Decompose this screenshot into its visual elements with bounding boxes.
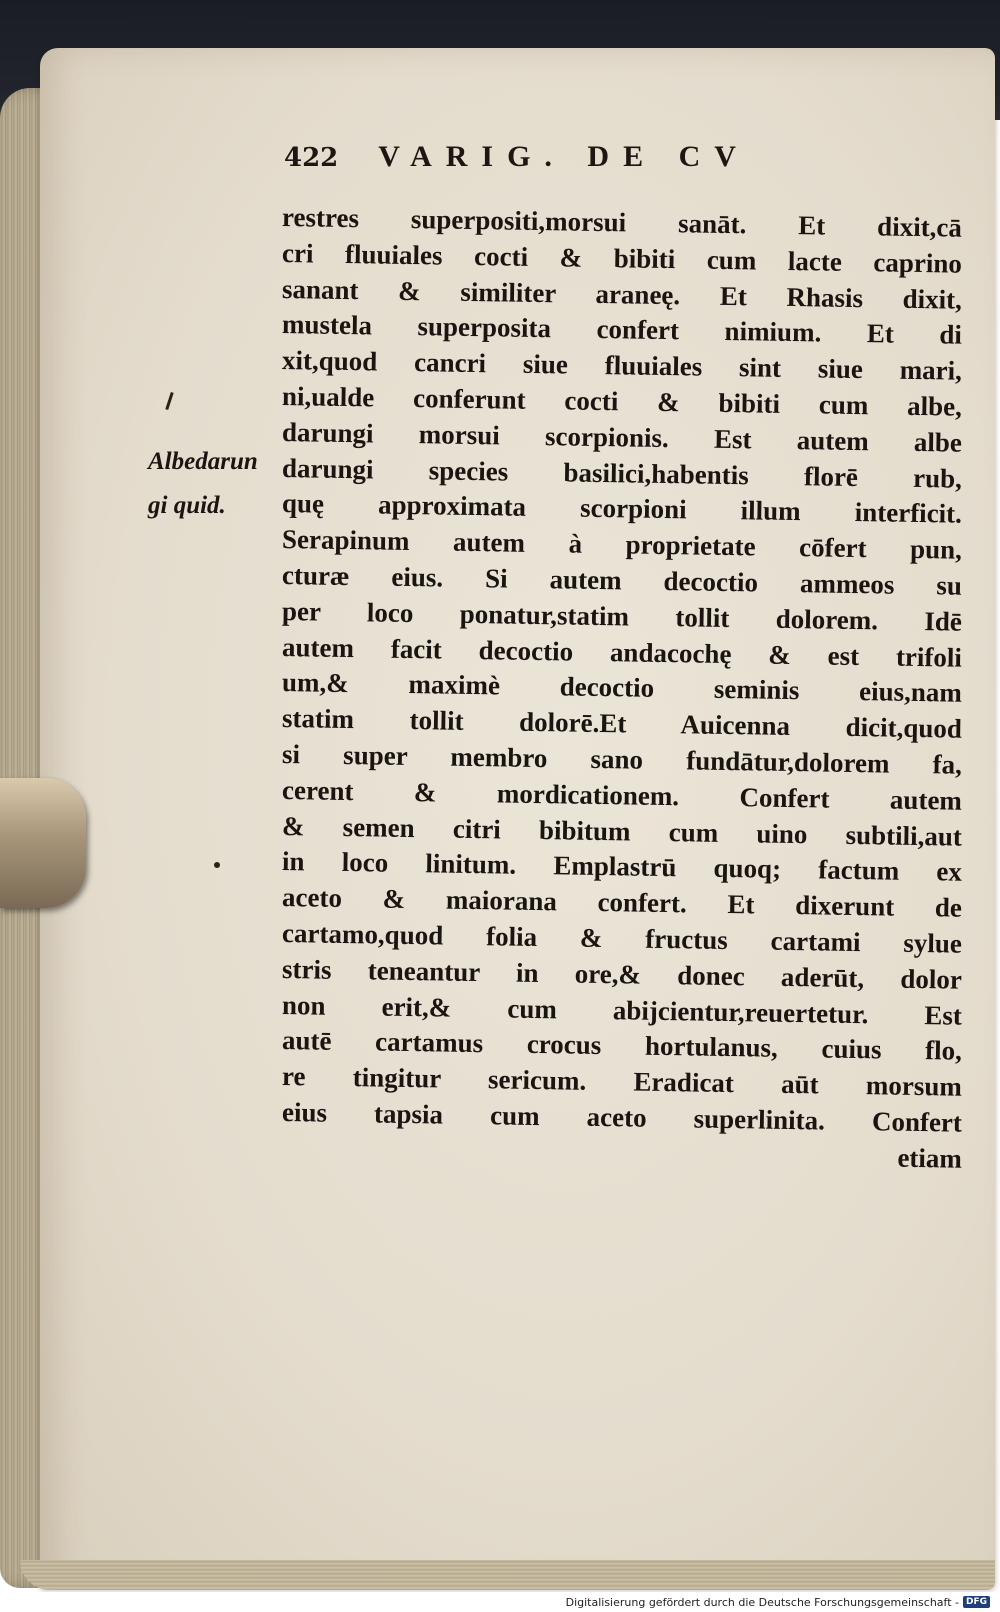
page-number: 422 [284,143,339,173]
page-stack-edge [20,1560,995,1590]
text-line: darungi species basilici,habentis florē rub, [281,452,963,494]
dfg-logo-icon: DFG [963,1596,990,1608]
text-line: per loco ponatur,statim tollit dolorem. Idē [281,595,963,637]
text-line: non erit,& cum abijcientur,reuertetur. Est [281,989,963,1031]
text-line: cartamo,quod folia & fructus cartami sylue [281,917,963,959]
margin-dot [214,862,220,868]
text-line: ni,ualde conferunt cocti & bibiti cum albe, [281,380,963,422]
text-line: & semen citri bibitum cum uino subtili,aut [281,810,963,852]
catchword: etiam [897,1142,963,1174]
footer-bar [0,1592,1000,1612]
text-line: eius tapsia cum aceto superlinita. Confert [281,1096,963,1138]
text-line: in loco linitum. Emplastrū quoq; factum ex [281,846,963,888]
text-line: autē cartamus crocus hortulanus, cuius flo, [281,1025,963,1067]
marginal-note-line: gi quid. [148,492,226,519]
text-line: cturæ eius. Si autem decoctio ammeos su [281,559,963,601]
body-text [281,200,963,1174]
text-line: autem facit decoctio andacochę & est trifoli [281,631,963,673]
marginal-note [148,440,278,528]
text-line: Serapinum autem à proprietate cōfert pun, [281,524,963,565]
text-line: xit,quod cancri siue fluuiales sint siue mari, [281,345,963,386]
text-line: si super membro sano fundātur,dolorem fa, [281,738,963,780]
text-line: quę approximata scorpioni illum interficit. [281,488,963,530]
text-line: stris teneantur in ore,& donec aderūt, dolor [281,953,963,995]
text-line: darungi morsui scorpionis. Est autem albe [281,416,963,458]
text-line: cri fluuiales cocti & bibiti cum lacte caprino [281,237,963,279]
book-clasp [0,778,86,908]
marginal-note-line: Albedarun [148,448,258,475]
text-line: aceto & maiorana confert. Et dixerunt de [281,882,963,923]
running-head: VARIG. DE CV [378,140,750,173]
page-header [284,140,844,174]
funding-credit: Digitalisierung gefördert durch die Deutsche Forschungsgemeinschaft - [565,1595,959,1609]
text-line: sanant & similiter araneę. Et Rhasis dixit, [281,273,963,315]
text-line: restres superpositi,morsui sanāt. Et dixit,cā [281,202,963,243]
text-line: um,& maximè decoctio seminis eius,nam [281,667,963,709]
text-line: statim tollit dolorē.Et Auicenna dicit,quod [281,703,963,744]
text-line: re tingitur sericum. Eradicat aūt morsum [281,1061,963,1102]
text-line: mustela superposita confert nimium. Et di [281,309,963,351]
text-line: cerent & mordicationem. Confert autem [281,774,963,816]
